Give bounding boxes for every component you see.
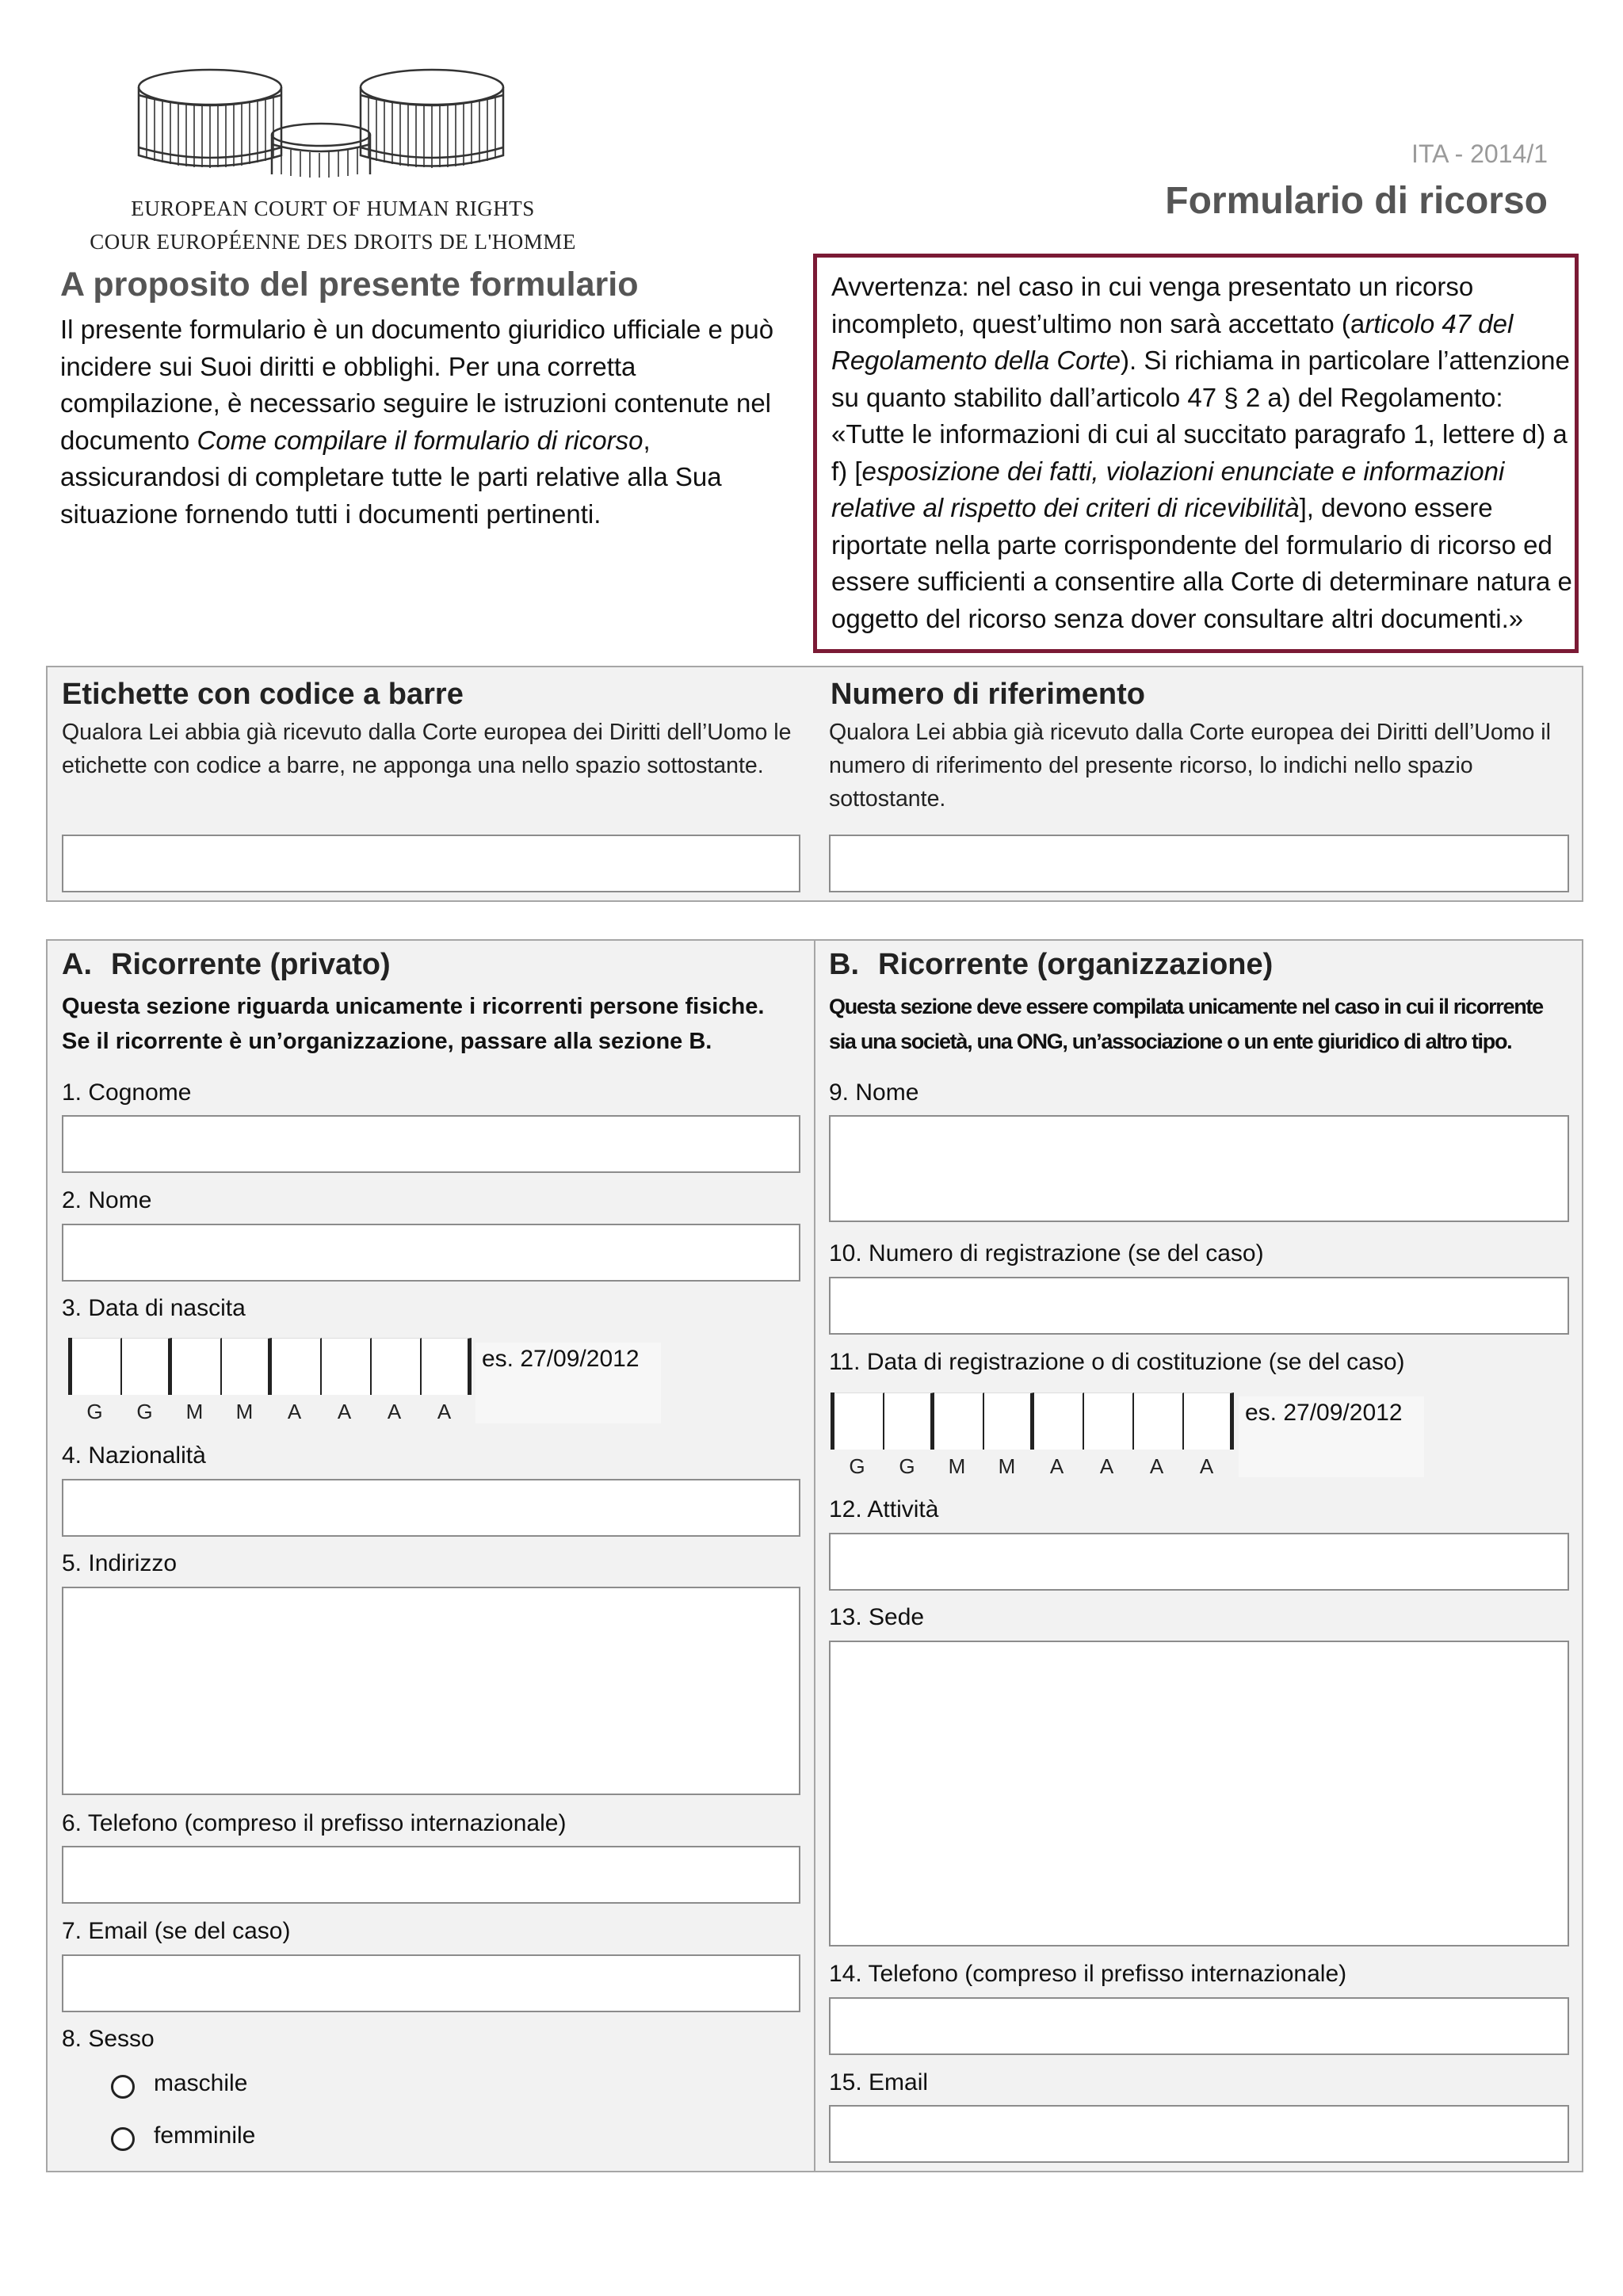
section-b-letter: B. <box>829 948 859 981</box>
court-name-en: EUROPEAN COURT OF HUMAN RIGHTS <box>131 197 535 220</box>
email-label: 7. Email (se del caso) <box>62 1918 291 1944</box>
form-title: Formulario di ricorso <box>1165 180 1548 222</box>
registration-date-format <box>832 1454 1232 1479</box>
date-digit-box[interactable] <box>1034 1392 1084 1450</box>
barcode-label-box[interactable] <box>62 835 800 892</box>
section-b-note: Questa sezione deve essere compilata unicamente nel caso in cui il ricorrente <box>829 995 1543 1018</box>
seat-label: 13. Sede <box>829 1604 925 1630</box>
date-format-letter: G <box>899 1454 915 1478</box>
section-a-note: Se il ricorrente è un’organizzazione, passare alla sezione B. <box>62 1029 712 1054</box>
birth-date-example: es. 27/09/2012 <box>475 1343 661 1423</box>
org-email-input[interactable] <box>829 2105 1569 2163</box>
date-digit-box[interactable] <box>122 1338 172 1395</box>
org-email-label: 15. Email <box>829 2069 929 2095</box>
female-label: femminile <box>154 2122 256 2149</box>
date-digit-box[interactable] <box>222 1338 272 1395</box>
section-b-note: sia una società, una ONG, un’associazione o un ente giuridico di altro tipo. <box>829 1030 1512 1053</box>
date-digit-box[interactable] <box>1134 1392 1184 1450</box>
court-building-icon <box>135 62 507 181</box>
date-digit-box[interactable] <box>934 1392 984 1450</box>
registration-number-label: 10. Numero di registrazione (se del caso) <box>829 1240 1264 1266</box>
phone-input[interactable] <box>62 1846 800 1904</box>
warning-text: ], devono essere riportate nella parte corrispondente del formulario di ricorso ed essere sufficienti a consentire alla Corte di determinare natura e oggetto del ricorso senza dover consultare altri documenti.» <box>831 493 1572 633</box>
org-phone-label: 14. Telefono (compreso il prefisso internazionale) <box>829 1961 1347 1987</box>
date-format-letter: A <box>437 1400 452 1423</box>
date-format-letter: M <box>998 1454 1016 1478</box>
date-format-letter: M <box>235 1400 254 1423</box>
activity-label: 12. Attività <box>829 1496 939 1522</box>
about-text-part: , assicurandosi di completare tutte le parti relative alla Sua situazione fornendo tutti i documenti pertinenti. <box>60 425 722 529</box>
reference-text: Qualora Lei abbia già ricevuto dalla Corte europea dei Diritti dell’Uomo il numero di riferimento del presente ricorso, lo indichi nello spazio sottostante. <box>829 720 1551 812</box>
about-text-italic: Come compilare il formulario di ricorso <box>197 425 643 455</box>
female-radio[interactable] <box>111 2127 135 2151</box>
email-input[interactable] <box>62 1954 800 2012</box>
date-digit-box[interactable] <box>884 1392 934 1450</box>
birth-date-format <box>70 1400 469 1424</box>
warning-text-italic: esposizione dei fatti, violazioni enunciate e informazioni relative al rispetto dei criteri di ricevibilità <box>831 456 1505 522</box>
column-divider <box>814 940 815 2172</box>
date-format-letter: A <box>1049 1454 1064 1478</box>
date-digit-box[interactable] <box>984 1392 1034 1450</box>
surname-label: 1. Cognome <box>62 1079 192 1106</box>
date-digit-box[interactable] <box>372 1338 422 1395</box>
date-digit-box[interactable] <box>834 1392 884 1450</box>
barcode-title: Etichette con codice a barre <box>62 678 464 711</box>
date-digit-box[interactable] <box>322 1338 372 1395</box>
male-label: maschile <box>154 2070 248 2096</box>
reference-title: Numero di riferimento <box>831 678 1145 711</box>
sex-label: 8. Sesso <box>62 2026 155 2052</box>
registration-date-label: 11. Data di registrazione o di costituzione (se del caso) <box>829 1349 1405 1375</box>
warning-text-italic: rticolo 47 del Regolamento della Corte <box>831 308 1514 375</box>
section-b-name: Ricorrente (organizzazione) <box>878 948 1274 981</box>
date-digit-box[interactable] <box>1184 1392 1234 1450</box>
date-format-letter: A <box>337 1400 352 1423</box>
nationality-label: 4. Nazionalità <box>62 1442 206 1469</box>
warning-text: Avvertenza: nel caso in cui venga presentato un ricorso incompleto, quest’ultimo non sarà accettato (a <box>831 272 1474 338</box>
birth-date-input[interactable] <box>68 1338 472 1395</box>
warning-text: ). Si richiama in particolare l’attenzione su quanto stabilito dall’articolo 47 § 2 a) del Regolamento: «Tutte le informazioni di cui al succitato paragrafo 1, lettere d) a f) [ <box>831 346 1570 486</box>
date-digit-box[interactable] <box>172 1338 222 1395</box>
registration-number-input[interactable] <box>829 1277 1569 1335</box>
date-digit-box[interactable] <box>72 1338 122 1395</box>
org-phone-input[interactable] <box>829 1997 1569 2055</box>
date-digit-box[interactable] <box>272 1338 322 1395</box>
section-a-note: Questa sezione riguarda unicamente i ricorrenti persone fisiche. <box>62 994 765 1019</box>
activity-input[interactable] <box>829 1533 1569 1591</box>
registration-date-example: es. 27/09/2012 <box>1239 1396 1424 1477</box>
birth-date-label: 3. Data di nascita <box>62 1295 246 1321</box>
reference-number-input[interactable] <box>829 835 1569 892</box>
barcode-text: Qualora Lei abbia già ricevuto dalla Corte europea dei Diritti dell’Uomo le etichette con codice a barre, ne apponga una nello spazio sottostante. <box>62 720 792 778</box>
date-format-letter: A <box>387 1400 402 1423</box>
address-input[interactable] <box>62 1587 800 1795</box>
form-code: ITA - 2014/1 <box>1411 139 1548 168</box>
registration-date-input[interactable] <box>831 1392 1234 1450</box>
date-digit-box[interactable] <box>1084 1392 1134 1450</box>
section-b-title <box>829 948 1273 982</box>
seat-input[interactable] <box>829 1641 1569 1946</box>
male-radio[interactable] <box>111 2075 135 2099</box>
org-name-input[interactable] <box>829 1115 1569 1222</box>
date-format-letter: G <box>136 1400 153 1423</box>
warning-box <box>813 254 1579 653</box>
date-format-letter: A <box>1149 1454 1164 1478</box>
first-name-input[interactable] <box>62 1224 800 1282</box>
about-text <box>60 311 777 533</box>
court-name-fr: COUR EUROPÉENNE DES DROITS DE L'HOMME <box>90 230 576 254</box>
address-label: 5. Indirizzo <box>62 1550 178 1576</box>
date-format-letter: A <box>1099 1454 1114 1478</box>
section-a-name: Ricorrente (privato) <box>111 948 391 981</box>
phone-label: 6. Telefono (compreso il prefisso internazionale) <box>62 1810 567 1836</box>
section-a-title <box>62 948 391 982</box>
nationality-input[interactable] <box>62 1479 800 1537</box>
date-format-letter: G <box>86 1400 103 1423</box>
section-a-letter: A. <box>62 948 92 981</box>
date-format-letter: G <box>849 1454 865 1478</box>
date-format-letter: M <box>185 1400 204 1423</box>
date-format-letter: M <box>948 1454 966 1478</box>
date-digit-box[interactable] <box>422 1338 472 1395</box>
about-title: A proposito del presente formulario <box>60 266 639 304</box>
date-format-letter: A <box>1199 1454 1214 1478</box>
first-name-label: 2. Nome <box>62 1187 152 1213</box>
org-name-label: 9. Nome <box>829 1079 919 1106</box>
about-text-part: Il presente formulario è un documento giuridico ufficiale e può incidere sui Suoi diritti e obblighi. Per una corretta compilazione, è necessario seguire le istruzioni contenute nel documento <box>60 315 774 455</box>
date-format-letter: A <box>287 1400 302 1423</box>
surname-input[interactable] <box>62 1115 800 1173</box>
